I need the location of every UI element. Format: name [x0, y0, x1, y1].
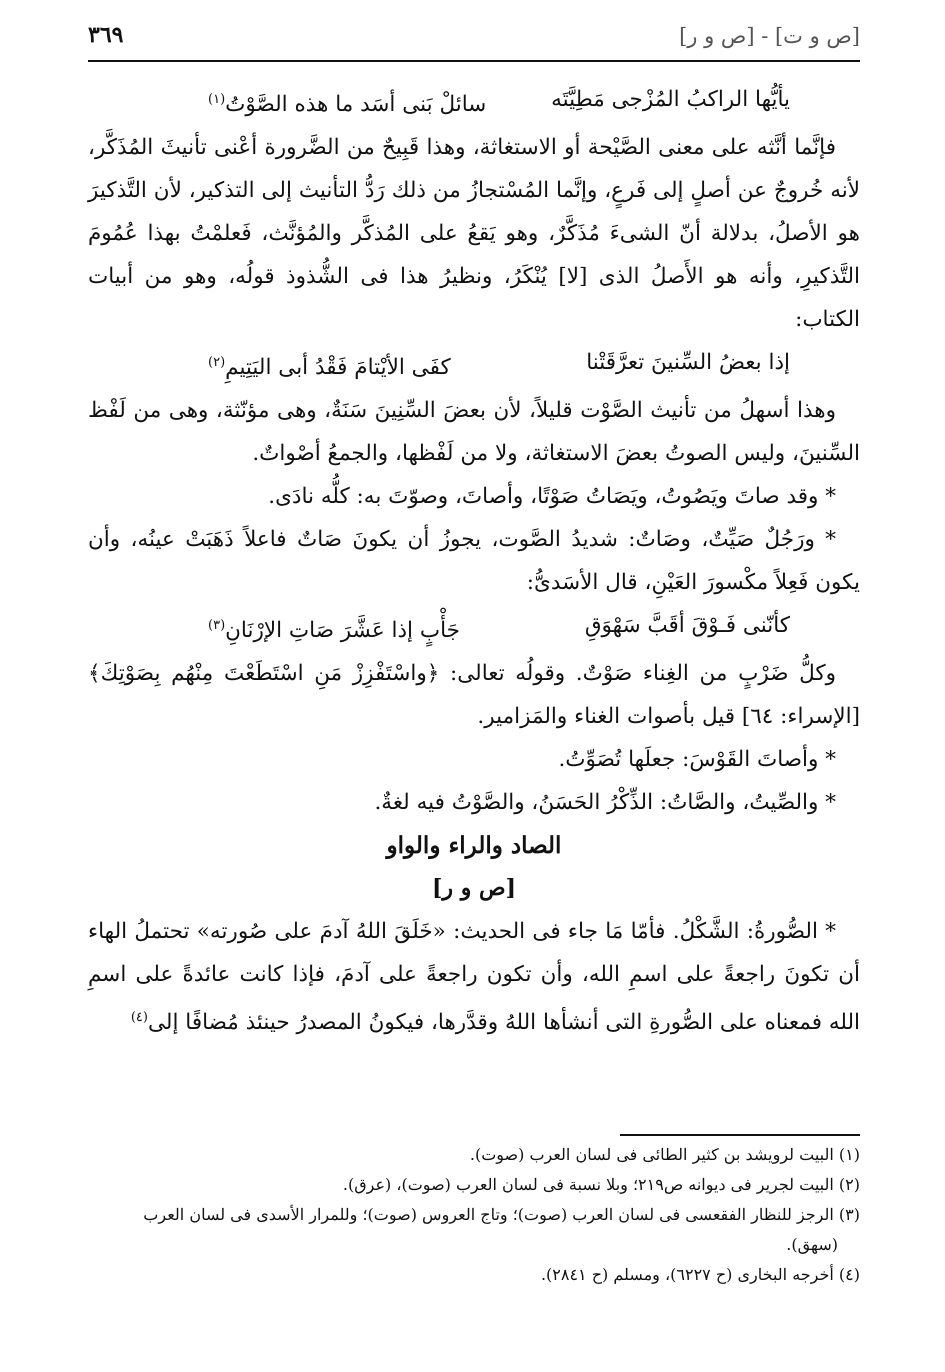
footnote-3: (٣) الرجز للنظار الفقعسى فى لسان العرب (صوت)؛ وتاج العروس (صوت)؛ وللمرار الأسدى فى لسان العرب [143, 1205, 860, 1224]
footnote-3-continued: (سهق). [786, 1235, 838, 1254]
verse-3 [88, 604, 860, 652]
verse-2-second-hemistich: كفَى الأيْتامَ فَقْدُ أبى اليَتِيمِ$^{(٢)}$ [208, 355, 451, 381]
entry-title: [ص و ر] [432, 875, 516, 902]
paragraph-2: وهذا أسهلُ من تأنيث الصَّوْت قليلاً، لأن بعضَ السِّنِينَ سَنَةٌ، وهى مؤنّثة، وهى من لَفْظ السِّنينَ، وليس الصوتُ بعضَ الاستغاثة، ولا من لَفْظها، والجمعُ أصْواتٌ. [88, 398, 860, 467]
paragraph-6: * وأصاتَ القَوْسَ: جعلَها تُصَوِّتُ. [558, 747, 836, 773]
paragraph-1: فإنَّما أنَّثه على معنى الصَّيْحة أو الاستغاثة، وهذا قَبِيحٌ من الضَّرورة أعْنى تأنيثَ المُذَكَّر، لأنه خُروجٌ عن أصلٍ إلى فَرعٍ، وإنَّما المُسْتجازُ من ذلك رَدُّ التأنيث إلى التذكير، لأن التَّذكيرَ هو الأصلُ، بدلالة أنّ الشىءَ مُذَكَّرٌ، وهو يَقعُ على المُذكَّر والمُؤنَّث، فَعلمْتُ بهذا عُمُومَ التَّذكيرِ، وأنه هو الأَصلُ الذى [لا] يُنْكَرُ، ونظيرُ هذا فى الشُّذوذ قولُه، وهو من أبيات الكتاب: [88, 135, 860, 333]
footnote-ref-1: (١) [208, 92, 226, 107]
paragraph-7: * والصِّيتُ، والصَّاتُ: الذِّكْرُ الحَسَنُ، والصَّوْتُ فيه لغةٌ. [374, 790, 836, 816]
verse-3-second-hemistich: جَأْبٍ إذا عَشَّرَ صَاتِ الإرْنَانِ$^{(٣)}$ [208, 618, 460, 644]
verse-1-second-hemistich: سائلْ بَنى أسَد ما هذه الصَّوْتُ$^{(١)}$ [208, 92, 487, 118]
verse-2-first-hemistich: إذا بعضُ السِّنينَ تعرَّقَتْنا [586, 350, 790, 376]
dictionary-page [88, 0, 860, 1372]
paragraph-4: * ورَجُلٌ صَيِّتٌ، وصَاتٌ: شديدُ الصَّوت، يجوزُ أن يكونَ صَاتٌ فاعلاً ذَهَبَتْ عينُه، وأن يكون فَعِلاً مكْسورَ العَيْنِ، قال الأسَدىُّ: [88, 527, 860, 596]
paragraph-5: وكلُّ ضَرْبٍ من الغِناء صَوْتٌ. وقولُه تعالى: ﴿واسْتَفْزِزْ مَنِ اسْتَطَعْتَ مِنْهُم بِصَوْتِكَ﴾ [الإسراء: ٦٤] قيل بأصوات الغناء والمَزامير. [88, 661, 860, 730]
footnote-ref-4: (٤) [130, 1010, 148, 1026]
header-rule [88, 60, 860, 62]
footnote-4: (٤) أخرجه البخارى (ح ٦٢٢٧)، ومسلم (ح ٢٨٤١). [540, 1265, 860, 1284]
footnote-ref-3: (٣) [208, 618, 226, 634]
footnote-2: (٢) البيت لجرير فى ديوانه ص٢١٩؛ وبلا نسبة فى لسان العرب (صوت)، (عرق). [342, 1175, 860, 1194]
verse-1-first-hemistich: يأيُّها الراكبُ المُزْجى مَطِيَّتَه [551, 87, 790, 112]
running-head: [ص و ت] - [ص و ر] [679, 24, 860, 48]
footnotes [88, 1140, 860, 1290]
paragraph-3: * وقد صاتَ ويَصُوتُ، ويَصَاتُ صَوْتًا، وأصاتَ، وصوّتَ به: كلُّه نادَى. [268, 484, 836, 510]
footnote-rule [620, 1134, 860, 1136]
verse-3-first-hemistich: كأنّنى فَـوْقَ أقَبَّ سَهْوَقِ [584, 613, 790, 639]
main-text [88, 78, 860, 1045]
footnote-ref-2: (٢) [208, 355, 226, 371]
footnote-1: (١) البيت لرويشد بن كثير الطائى فى لسان العرب (صوت). [469, 1145, 860, 1164]
page-number: ٣٦٩ [88, 22, 124, 48]
paragraph-8: * الصُّورةُ: الشَّكْلُ. فأمّا مَا جاء فى الحديث: «خَلَقَ اللهُ آدمَ على صُورته» تحتملُ الهاء أن تكونَ راجعةً على اسمِ الله، وأن تكون راجعةً على آدمَ، فإذا كانت عائدةً على اسمِ الله فمعناه على الصُّورةِ التى أنشأها اللهُ وقدَّرها، فيكونُ المصدرُ حينئذ مُضافًا إلى$^{(٤)}$ [88, 919, 860, 1036]
verse-2 [88, 341, 860, 389]
section-title: الصاد والراء والواو [386, 832, 562, 860]
verse-1 [88, 78, 860, 126]
page-header [88, 18, 860, 58]
